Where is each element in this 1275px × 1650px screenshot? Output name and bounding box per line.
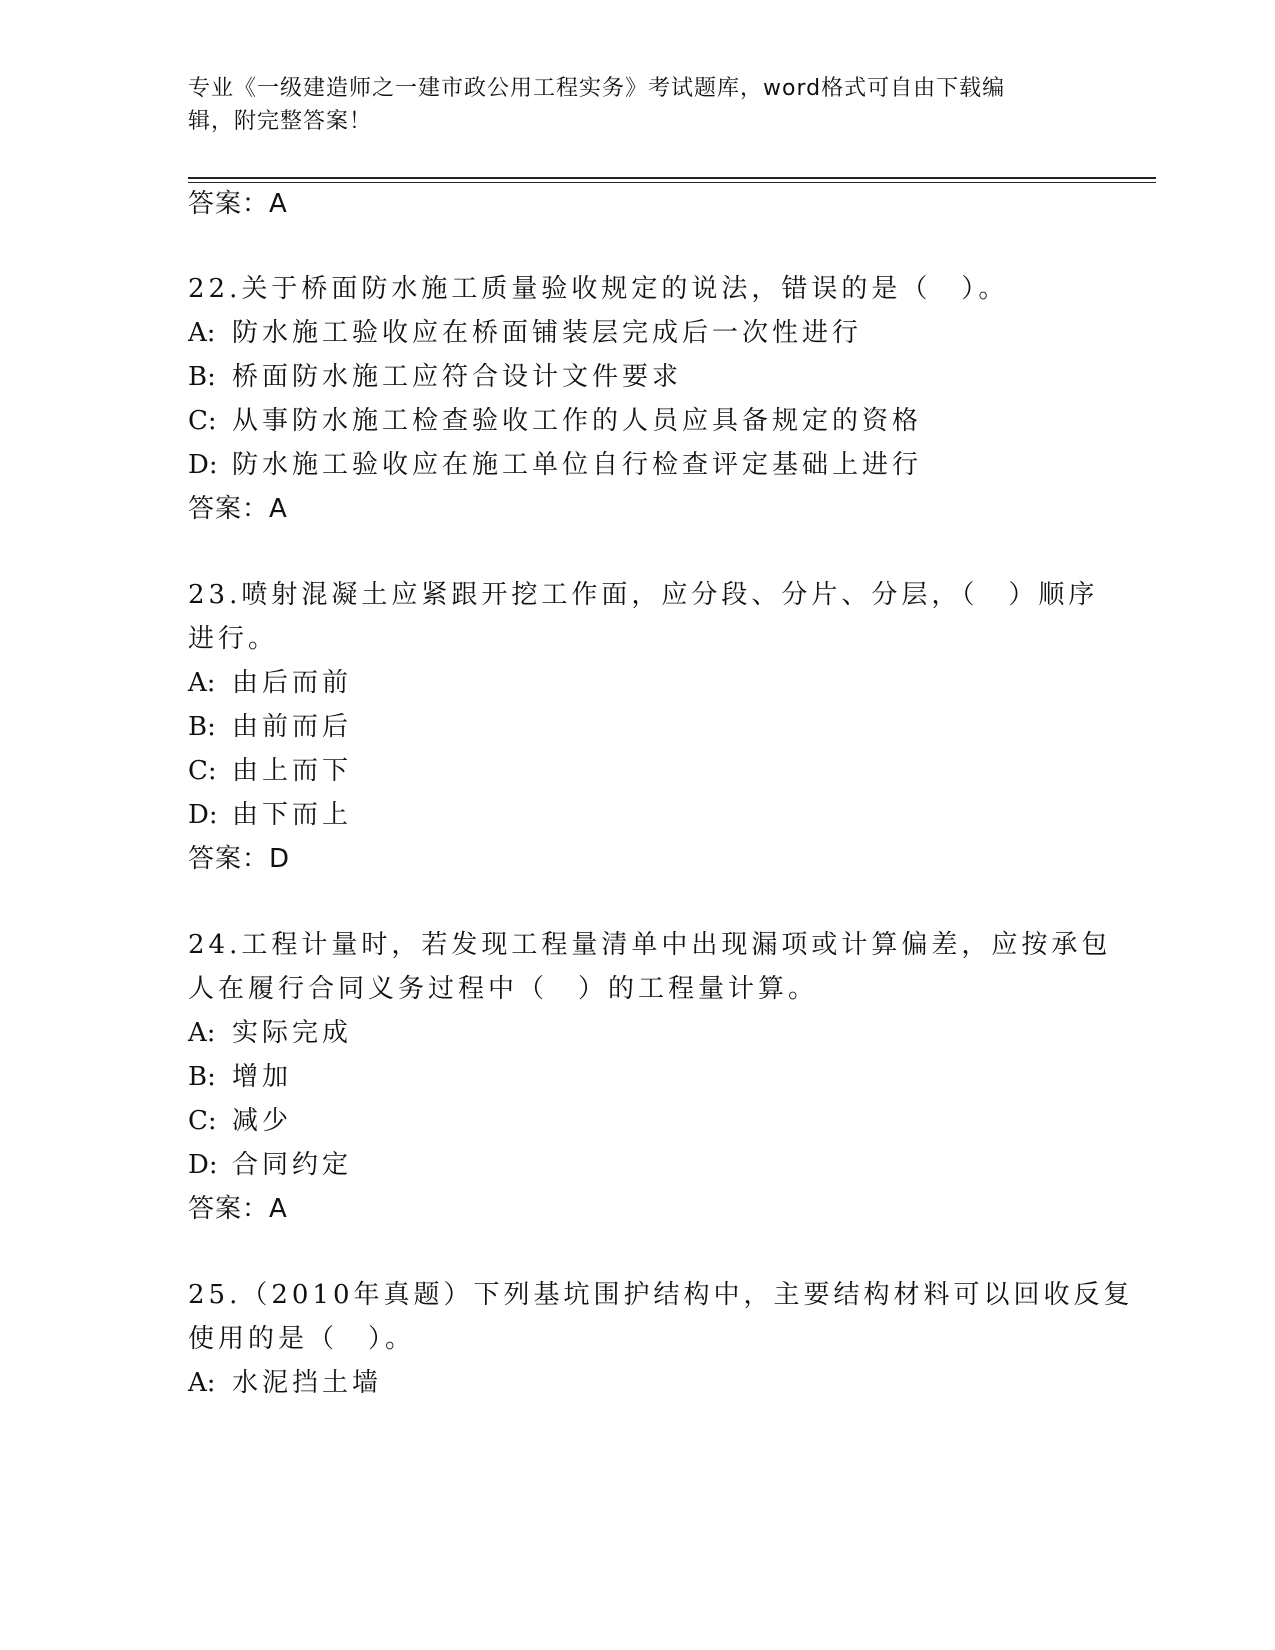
option-text: 合同约定	[232, 1150, 353, 1180]
option-letter: B:	[188, 712, 216, 742]
option-text: 由上而下	[232, 756, 353, 786]
option-letter: A:	[188, 1018, 216, 1048]
question-22-option-d	[188, 449, 922, 481]
header-rule-thin	[188, 182, 1156, 183]
page-header	[188, 72, 1068, 138]
question-24-option-c	[188, 1105, 292, 1137]
option-text: 实际完成	[232, 1018, 353, 1048]
option-letter: C:	[188, 1106, 217, 1136]
header-line-2: 辑，附完整答案！	[188, 109, 373, 134]
header-rule-thick	[188, 177, 1156, 179]
option-text: 从事防水施工检查验收工作的人员应具备规定的资格	[232, 406, 923, 436]
question-23-stem-line-2: 进行。	[188, 624, 279, 654]
option-text: 减少	[232, 1106, 293, 1136]
option-letter: C:	[188, 756, 217, 786]
question-23-option-a	[188, 667, 352, 699]
question-23-stem-line-1: 23.喷射混凝土应紧跟开挖工作面，应分段、分片、分层，（ ）顺序	[188, 580, 1099, 610]
question-23-option-c	[188, 755, 352, 787]
option-letter: A:	[188, 318, 216, 348]
option-letter: D:	[188, 1150, 218, 1180]
question-25-stem-line-2: 使用的是（ ）。	[188, 1324, 416, 1354]
question-22-option-c	[188, 405, 922, 437]
header-line-1: 专业《一级建造师之一建市政公用工程实务》考试题库，word格式可自由下载编	[188, 76, 1006, 101]
option-letter: A:	[188, 1368, 216, 1398]
option-letter: D:	[188, 450, 218, 480]
option-text: 桥面防水施工应符合设计文件要求	[232, 362, 683, 392]
option-text: 防水施工验收应在桥面铺装层完成后一次性进行	[232, 318, 863, 348]
option-text: 由前而后	[232, 712, 353, 742]
question-23-option-b	[188, 711, 352, 743]
question-25-option-a	[188, 1367, 382, 1399]
option-text: 由下而上	[232, 800, 353, 830]
option-text: 防水施工验收应在施工单位自行检查评定基础上进行	[232, 450, 923, 480]
answer-24: 答案：A	[188, 1194, 288, 1224]
question-25-stem-line-1: 25.（2010年真题）下列基坑围护结构中，主要结构材料可以回收反复	[188, 1280, 1134, 1310]
question-24-stem-line-2: 人在履行合同义务过程中（ ）的工程量计算。	[188, 974, 819, 1004]
option-text: 由后而前	[232, 668, 353, 698]
option-letter: D:	[188, 800, 218, 830]
option-letter: A:	[188, 668, 216, 698]
answer-22: 答案：A	[188, 494, 288, 524]
question-22-stem: 22.关于桥面防水施工质量验收规定的说法，错误的是（ ）。	[188, 274, 1009, 304]
question-24-option-a	[188, 1017, 352, 1049]
option-text: 增加	[232, 1062, 293, 1092]
option-letter: B:	[188, 1062, 216, 1092]
option-letter: C:	[188, 406, 217, 436]
question-24-option-d	[188, 1149, 352, 1181]
question-24-option-b	[188, 1061, 292, 1093]
answer-23: 答案：D	[188, 844, 291, 874]
option-text: 水泥挡土墙	[232, 1368, 383, 1398]
question-22-option-b	[188, 361, 682, 393]
question-24-stem-line-1: 24.工程计量时，若发现工程量清单中出现漏项或计算偏差，应按承包	[188, 930, 1112, 960]
option-letter: B:	[188, 362, 216, 392]
answer-21: 答案：A	[188, 189, 288, 219]
question-22-option-a	[188, 317, 862, 349]
question-23-option-d	[188, 799, 352, 831]
